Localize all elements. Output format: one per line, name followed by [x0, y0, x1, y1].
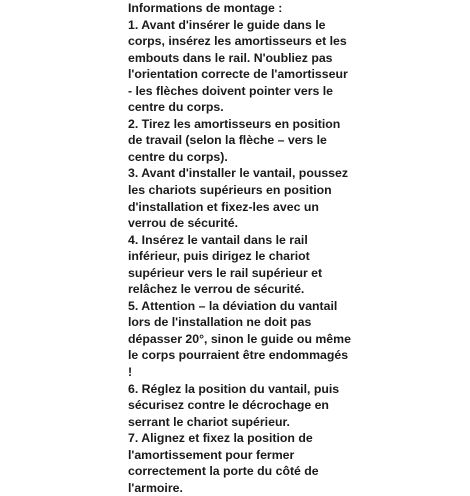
instructions-heading: Informations de montage :: [128, 1, 283, 15]
step-3-line-3: d'installation et fixez-les avec un: [128, 199, 319, 214]
mounting-instructions-text: [128, 0, 350, 496]
step-6-line-1: 6. Réglez la position du vantail, puis: [128, 381, 340, 396]
step-7-line-3: correctement la porte du côté de: [128, 464, 319, 479]
step-5-line-5: !: [128, 365, 133, 380]
step-5-line-1: 5. Attention – la déviation du vantail: [128, 298, 338, 313]
step-1-line-4: l'orientation correcte de l'amortisseur: [128, 67, 348, 82]
step-3-line-4: verrou de sécurité.: [128, 216, 239, 231]
step-1-line-6: centre du corps.: [128, 100, 224, 115]
step-1-line-3: embouts dans le rail. N'oubliez pas: [128, 50, 333, 65]
step-4-line-3: supérieur vers le rail supérieur et: [128, 265, 323, 280]
step-4-line-2: inférieur, puis dirigez le chariot: [128, 249, 310, 264]
step-2-line-2: de travail (selon la flèche – vers le: [128, 133, 327, 148]
step-3-line-1: 3. Avant d'installer le vantail, poussez: [128, 166, 349, 181]
step-2-line-3: centre du corps).: [128, 149, 228, 164]
step-1-line-2: corps, insérez les amortisseurs et les: [128, 34, 347, 49]
step-6-line-3: serrant le chariot supérieur.: [128, 414, 290, 429]
step-7-line-2: l'amortissement pour fermer: [128, 447, 295, 462]
step-5-line-3: dépasser 20°, sinon le guide ou même: [128, 331, 351, 346]
step-3-line-2: les chariots supérieurs en position: [128, 183, 332, 198]
step-4-line-4: relâchez le verrou de sécurité.: [128, 282, 305, 297]
step-4-line-1: 4. Insérez le vantail dans le rail: [128, 232, 308, 247]
step-5-line-2: lors de l'installation ne doit pas: [128, 315, 312, 330]
step-7-line-4: l'armoire.: [128, 480, 183, 495]
step-6-line-2: sécurisez contre le décrochage en: [128, 398, 329, 413]
step-1-line-1: 1. Avant d'insérer le guide dans le: [128, 17, 326, 32]
step-1-line-5: - les flèches doivent pointer vers le: [128, 83, 334, 98]
step-2-line-1: 2. Tirez les amortisseurs en position: [128, 116, 341, 131]
step-5-line-4: le corps pourraient être endommagés: [128, 348, 349, 363]
step-7-line-1: 7. Alignez et fixez la position de: [128, 431, 313, 446]
